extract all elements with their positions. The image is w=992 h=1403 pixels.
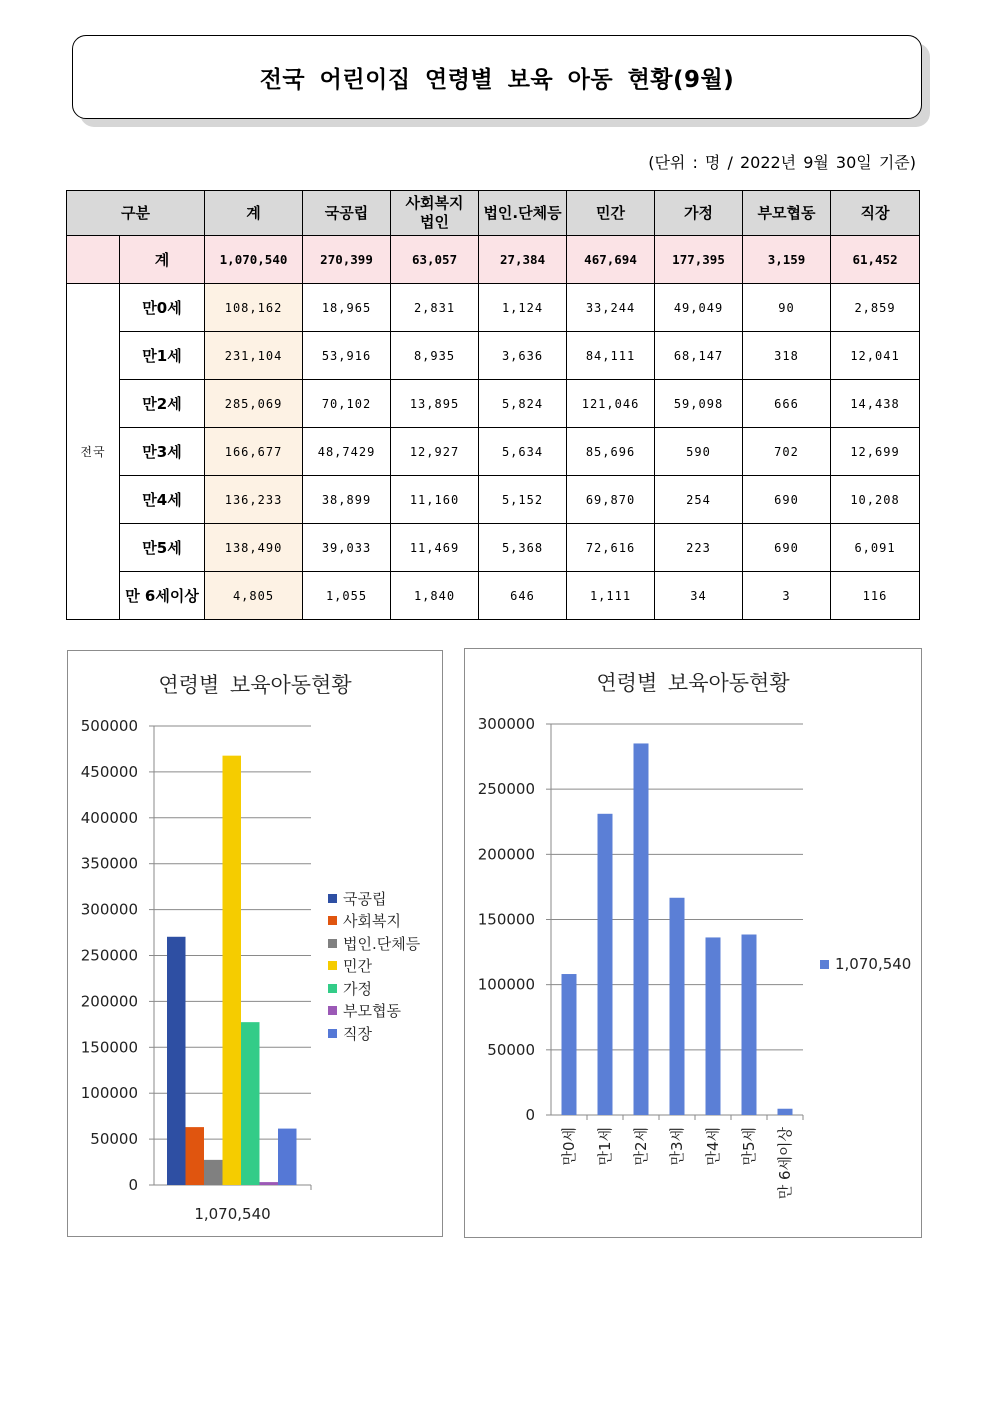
row-total-cell: 285,069 [205,380,303,428]
table-row [67,380,920,428]
y-tick-label: 200000 [477,845,535,864]
table-cell: 3,636 [479,332,567,380]
legend-label: 민간 [343,957,372,976]
y-tick-label: 150000 [477,910,535,929]
table-cell: 116 [831,572,920,620]
y-tick-label: 200000 [80,992,138,1011]
row-total-cell: 136,233 [205,476,303,524]
table-cell: 53,916 [303,332,391,380]
total-blank-cell [67,236,120,284]
x-tick-label: 만3세 [668,1127,686,1166]
header-private: 민간 [567,191,655,236]
total-label: 계 [120,236,205,284]
age-label: 만5세 [120,524,205,572]
legend-label: 1,070,540 [835,955,912,974]
table-cell: 1,111 [567,572,655,620]
table-row [67,332,920,380]
y-tick-label: 150000 [80,1038,138,1057]
table-cell: 18,965 [303,284,391,332]
row-total-cell: 231,104 [205,332,303,380]
table-header-row [67,191,920,236]
legend-label: 국공립 [343,889,387,908]
x-tick-label: 만 6세이상 [776,1127,794,1200]
table-cell: 3 [743,572,831,620]
total-cell: 3,159 [743,236,831,284]
legend-swatch [328,1029,337,1038]
table-cell: 12,699 [831,428,920,476]
y-tick-label: 50000 [487,1040,535,1059]
bar-가정 [241,1022,260,1185]
y-tick-label: 0 [128,1176,138,1194]
header-category: 구분 [67,191,205,236]
table-cell: 11,469 [391,524,479,572]
table-cell: 12,041 [831,332,920,380]
y-tick-label: 100000 [477,975,535,994]
table-cell: 33,244 [567,284,655,332]
chart-title: 연령별 보육아동현황 [158,673,352,697]
table-cell: 666 [743,380,831,428]
table-cell: 85,696 [567,428,655,476]
chart-by-age [465,649,921,1237]
legend-swatch [328,894,337,903]
legend-swatch [328,939,337,948]
legend-item [328,1022,420,1045]
header-corporate: 법인.단체등 [479,191,567,236]
header-workplace: 직장 [831,191,920,236]
legend-swatch [328,961,337,970]
x-tick-label: 만1세 [596,1127,614,1166]
x-tick-label: 만2세 [632,1127,650,1166]
table-cell: 5,824 [479,380,567,428]
title-box [72,35,922,119]
bar-만 6세이상 [778,1109,793,1115]
header-cooperative: 부모협동 [743,191,831,236]
total-cell: 177,395 [655,236,743,284]
chart-title: 연령별 보육아동현황 [596,671,790,695]
legend-item [328,955,420,978]
table-cell: 70,102 [303,380,391,428]
age-label: 만 6세이상 [120,572,205,620]
x-tick-label: 만4세 [704,1127,722,1166]
total-cell: 63,057 [391,236,479,284]
age-label: 만1세 [120,332,205,380]
bar-만2세 [634,743,649,1115]
bar-직장 [278,1129,297,1185]
table-cell: 2,831 [391,284,479,332]
table-cell: 690 [743,524,831,572]
y-tick-label: 100000 [80,1084,138,1103]
table-cell: 223 [655,524,743,572]
total-row [67,236,920,284]
table-cell: 702 [743,428,831,476]
table-cell: 10,208 [831,476,920,524]
chart-legend [328,887,420,1045]
row-total-cell: 4,805 [205,572,303,620]
table-cell: 72,616 [567,524,655,572]
table-cell: 1,055 [303,572,391,620]
y-tick-label: 250000 [477,780,535,799]
y-tick-label: 400000 [80,808,138,827]
legend-label: 사회복지 [343,912,401,931]
table-cell: 14,438 [831,380,920,428]
bar-부모협동 [260,1182,279,1185]
chart-panel-by-type [67,650,443,1237]
bar-민간 [223,756,242,1185]
bar-국공립 [167,937,186,1185]
legend-label: 부모협동 [343,1002,401,1021]
y-tick-label: 250000 [80,946,138,965]
table-cell: 11,160 [391,476,479,524]
table-cell: 39,033 [303,524,391,572]
bar-만1세 [598,814,613,1115]
table-cell: 8,935 [391,332,479,380]
x-tick-label: 1,070,540 [194,1205,271,1223]
y-tick-label: 500000 [80,717,138,735]
table-cell: 49,049 [655,284,743,332]
header-social-welfare-label: 사회복지 법인 [405,194,464,231]
chart-legend [820,953,911,976]
header-social-welfare [391,191,479,236]
age-label: 만3세 [120,428,205,476]
total-cell: 61,452 [831,236,920,284]
table-cell: 13,895 [391,380,479,428]
chart-panel-by-age [464,648,922,1238]
table-row [67,284,920,332]
legend-item [328,977,420,1000]
total-cell: 270,399 [303,236,391,284]
y-tick-label: 50000 [90,1130,138,1149]
header-total: 계 [205,191,303,236]
legend-item [820,953,911,976]
table-cell: 121,046 [567,380,655,428]
bar-만5세 [742,935,757,1115]
page-title: 전국 어린이집 연령별 보육 아동 현황(9월) [259,66,735,93]
age-label: 만0세 [120,284,205,332]
unit-note: (단위 : 명 / 2022년 9월 30일 기준) [648,153,916,172]
y-tick-label: 300000 [80,900,138,919]
table-cell: 48,7429 [303,428,391,476]
table-cell: 90 [743,284,831,332]
table-cell: 59,098 [655,380,743,428]
y-tick-label: 350000 [80,854,138,873]
table-row [67,428,920,476]
table-cell: 590 [655,428,743,476]
header-home: 가정 [655,191,743,236]
table-cell: 5,152 [479,476,567,524]
y-tick-label: 300000 [477,715,535,733]
x-tick-label: 만5세 [740,1127,758,1166]
table-cell: 68,147 [655,332,743,380]
bar-만3세 [670,898,685,1115]
stats-table [66,190,920,620]
legend-swatch [820,960,829,969]
table-cell: 5,368 [479,524,567,572]
legend-swatch [328,916,337,925]
region-cell: 전국 [67,284,120,620]
y-tick-label: 0 [525,1106,535,1124]
table-cell: 690 [743,476,831,524]
table-cell: 38,899 [303,476,391,524]
age-label: 만2세 [120,380,205,428]
legend-item [328,910,420,933]
table-cell: 1,124 [479,284,567,332]
legend-label: 가정 [343,979,372,998]
header-public: 국공립 [303,191,391,236]
table-cell: 6,091 [831,524,920,572]
legend-swatch [328,984,337,993]
table-cell: 34 [655,572,743,620]
table-cell: 12,927 [391,428,479,476]
y-tick-label: 450000 [80,762,138,781]
total-cell: 1,070,540 [205,236,303,284]
table-cell: 84,111 [567,332,655,380]
table-cell: 254 [655,476,743,524]
bar-법인.단체등 [204,1160,223,1185]
table-cell: 2,859 [831,284,920,332]
legend-item [328,932,420,955]
legend-label: 법인.단체등 [343,934,421,953]
table-row [67,524,920,572]
table-cell: 646 [479,572,567,620]
legend-item [328,1000,420,1023]
bar-만4세 [706,937,721,1115]
table-row [67,572,920,620]
row-total-cell: 138,490 [205,524,303,572]
x-tick-label: 만0세 [560,1127,578,1166]
total-cell: 467,694 [567,236,655,284]
row-total-cell: 166,677 [205,428,303,476]
total-cell: 27,384 [479,236,567,284]
table-cell: 318 [743,332,831,380]
bar-사회복지 [186,1127,205,1185]
age-label: 만4세 [120,476,205,524]
table-cell: 5,634 [479,428,567,476]
table-row [67,476,920,524]
table-cell: 69,870 [567,476,655,524]
legend-swatch [328,1006,337,1015]
legend-item [328,887,420,910]
row-total-cell: 108,162 [205,284,303,332]
bar-만0세 [562,974,577,1115]
legend-label: 직장 [343,1024,372,1043]
table-cell: 1,840 [391,572,479,620]
